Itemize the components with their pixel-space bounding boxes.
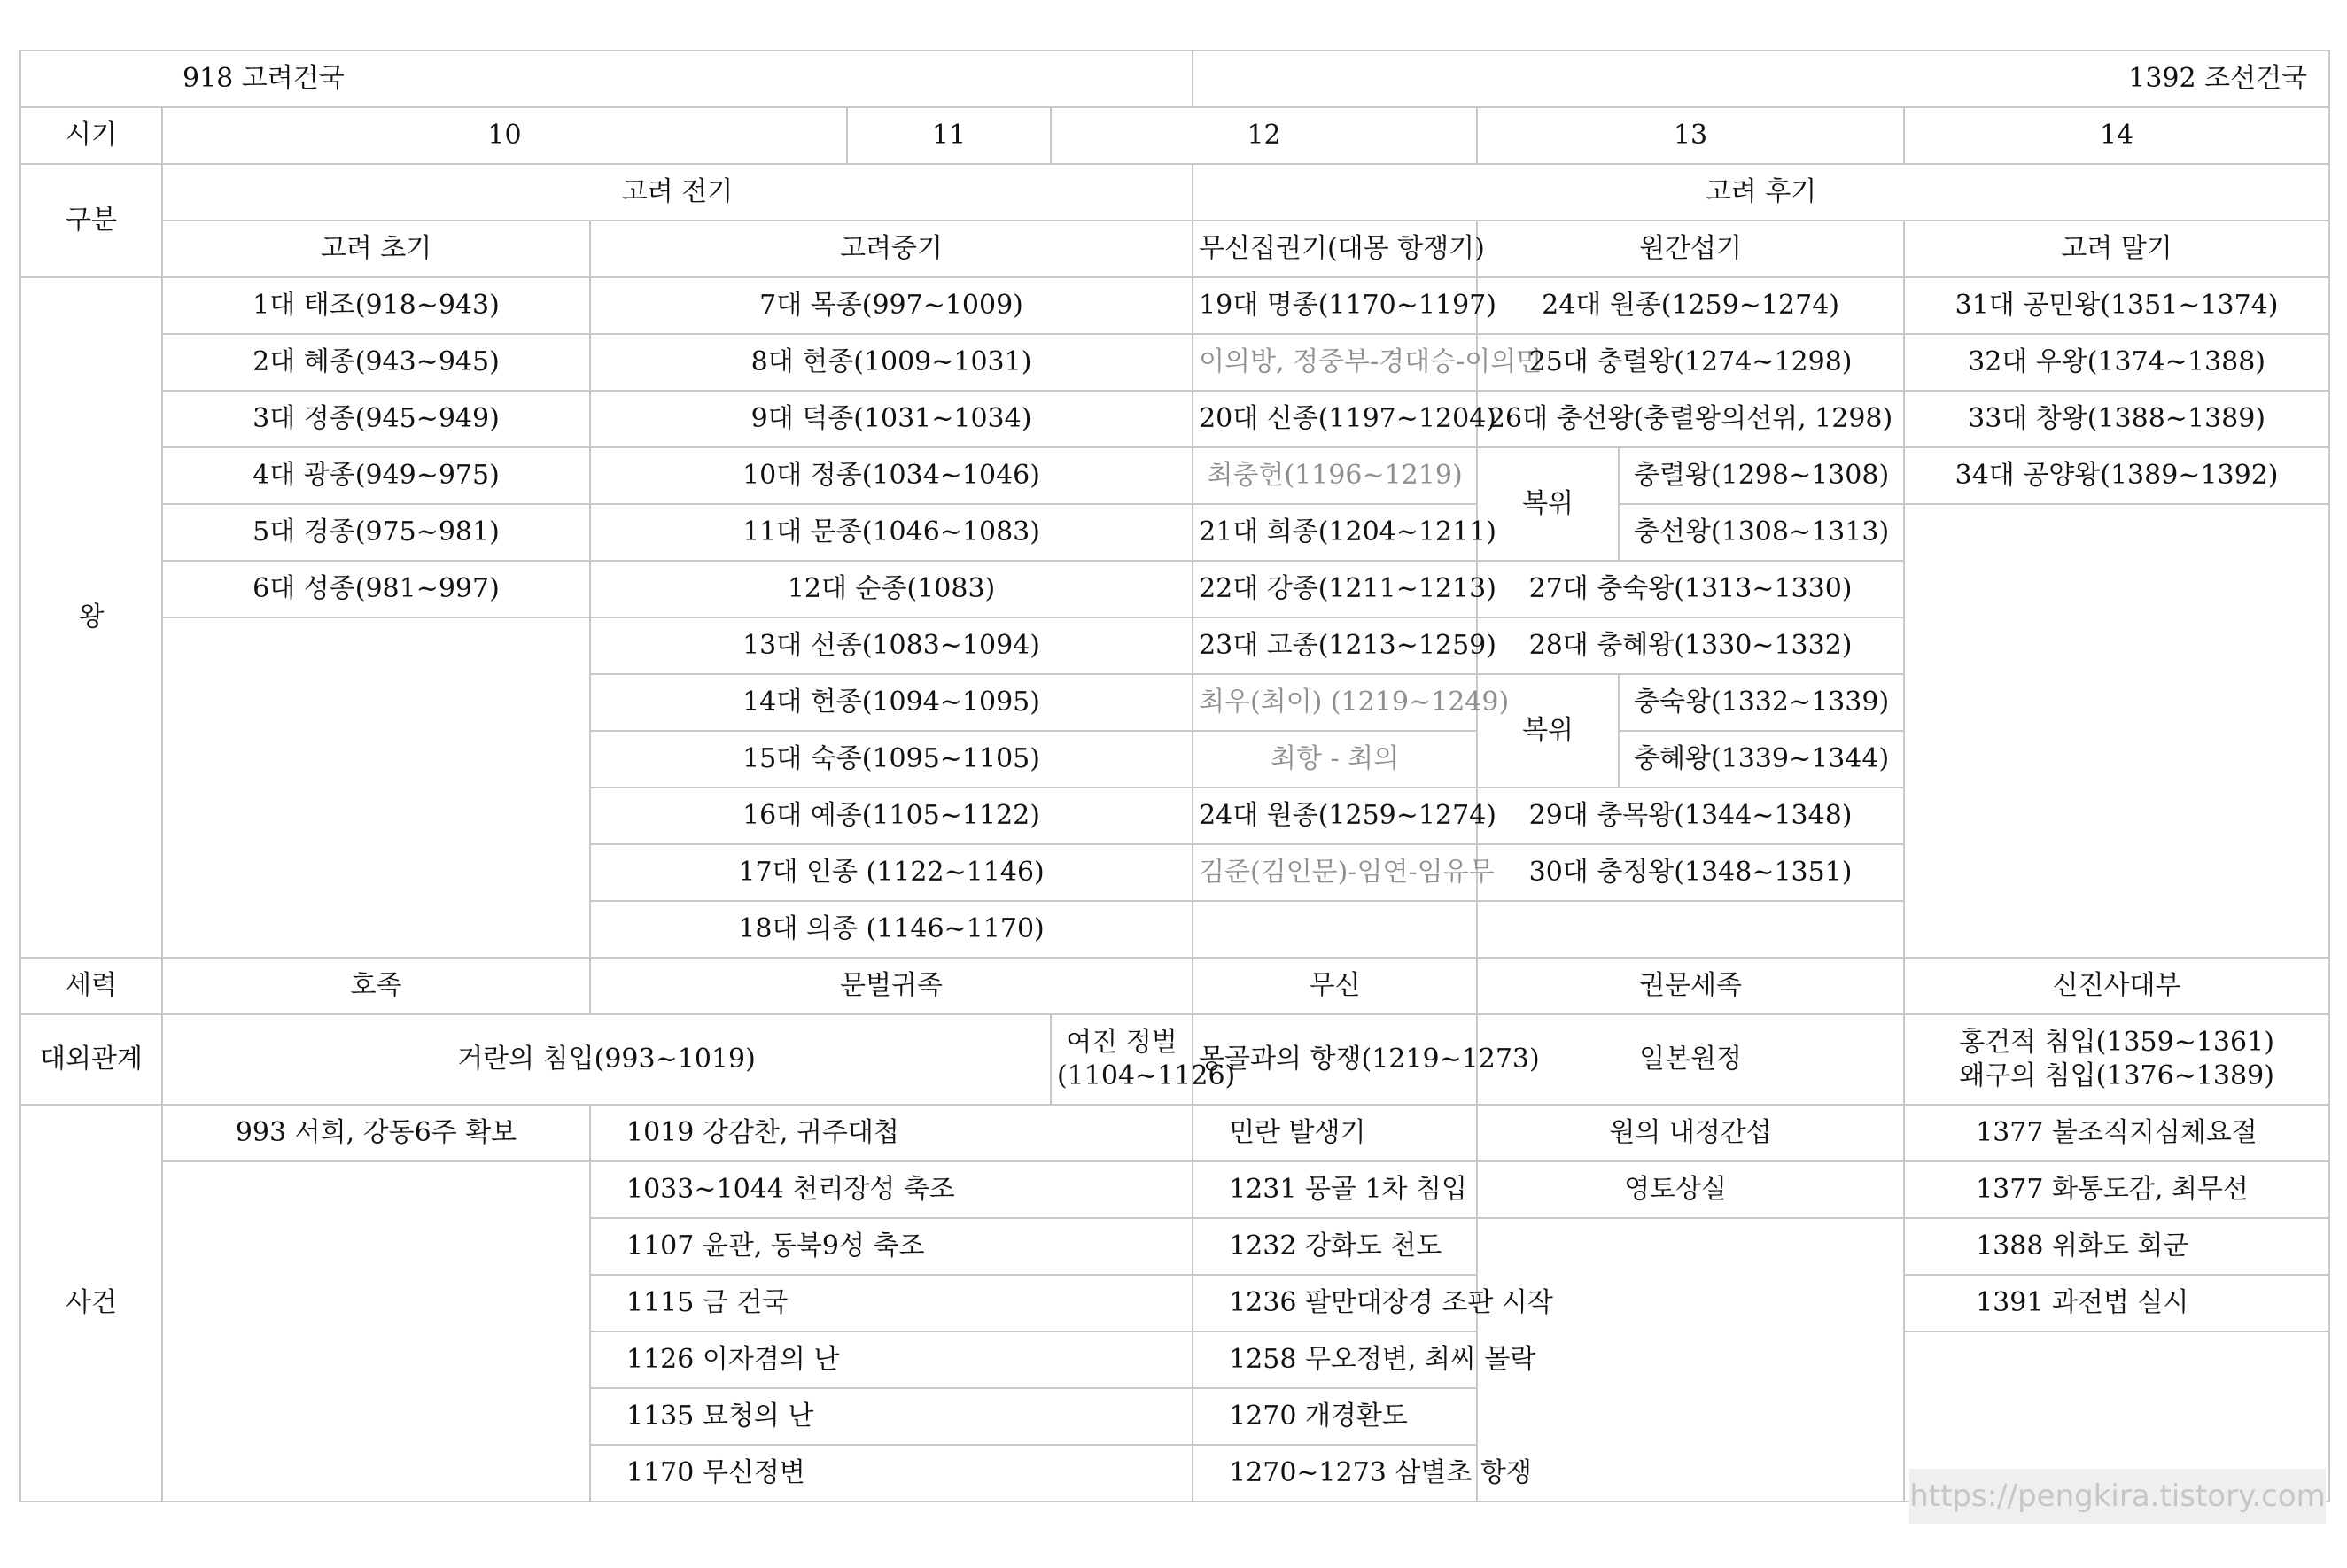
subdivision-military: 무신집권기(대몽 항쟁기) [1193, 221, 1477, 277]
event-military: 1232 강화도 천도 [1193, 1218, 1477, 1275]
foreign-japan: 일본원정 [1477, 1014, 1904, 1105]
event-military: 1270~1273 삼별초 항쟁 [1193, 1445, 1477, 1502]
foreign-late-line2: 왜구의 침입(1376~1389) [1959, 1060, 2274, 1091]
king-yuan: 30대 충정왕(1348~1351) [1477, 844, 1904, 901]
king-military: 20대 신종(1197~1204) [1193, 391, 1477, 447]
king-middle: 10대 정종(1034~1046) [590, 447, 1193, 504]
military-ruler: 이의방, 정중부-경대승-이의민 [1193, 334, 1477, 391]
king-middle: 14대 헌종(1094~1095) [590, 674, 1193, 731]
power-early: 호족 [162, 958, 590, 1014]
king-early: 2대 혜종(943~945) [162, 334, 590, 391]
king-late: 33대 창왕(1388~1389) [1904, 391, 2329, 447]
event-late: 1388 위화도 회군 [1904, 1218, 2329, 1275]
king-row [20, 391, 2329, 447]
watermark-text: https://pengkira.tistory.com [1909, 1469, 2326, 1524]
foreign-jurchen-line1: 여진 정벌 [1066, 1027, 1177, 1058]
event-late: 1377 불조직지심체요절 [1904, 1105, 2329, 1161]
division-late: 고려 후기 [1193, 164, 2329, 221]
century-12: 12 [1051, 107, 1477, 164]
event-middle: 1115 금 건국 [590, 1275, 1193, 1331]
century-row [20, 107, 2329, 164]
power-military: 무신 [1193, 958, 1477, 1014]
event-late: 1391 과전법 실시 [1904, 1275, 2329, 1331]
power-yuan: 권문세족 [1477, 958, 1904, 1014]
military-ruler: 최항 - 최의 [1193, 731, 1477, 788]
foreign-jurchen-line2: (1104~1126) [1057, 1060, 1236, 1091]
king-middle: 17대 인종 (1122~1146) [590, 844, 1193, 901]
event-row [20, 1161, 2329, 1218]
power-row [20, 958, 2329, 1014]
king-label: 왕 [20, 277, 162, 958]
king-military: 22대 강종(1211~1213) [1193, 561, 1477, 617]
founding-note: 918 고려건국 [20, 50, 1193, 107]
event-military: 1236 팔만대장경 조판 시작 [1193, 1275, 1477, 1331]
military-ruler: 김준(김인문)-임연-임유무 [1193, 844, 1477, 901]
event-middle: 1019 강감찬, 귀주대첩 [590, 1105, 1193, 1161]
king-yuan: 29대 충목왕(1344~1348) [1477, 788, 1904, 844]
foreign-jurchen [1051, 1014, 1236, 1105]
king-early: 3대 정종(945~949) [162, 391, 590, 447]
king-late: 34대 공양왕(1389~1392) [1904, 447, 2329, 504]
king-row [20, 334, 2329, 391]
division-label: 구분 [20, 164, 162, 277]
early-events-empty [162, 1161, 590, 1502]
king-yuan: 27대 충숙왕(1313~1330) [1477, 561, 1904, 617]
event-yuan: 원의 내정간섭 [1477, 1105, 1904, 1161]
subdivision-row [20, 221, 2329, 277]
goryeo-chronology-table [19, 50, 2330, 1502]
founding-row [20, 50, 2329, 107]
restore-label: 복위 [1477, 674, 1619, 788]
king-yuan: 25대 충렬왕(1274~1298) [1477, 334, 1904, 391]
king-row [20, 277, 2329, 334]
king-yuan: 충렬왕(1298~1308) [1619, 447, 1904, 504]
military-ruler: 최우(최이) (1219~1249) [1193, 674, 1477, 731]
king-row [20, 504, 2329, 561]
event-yuan: 영토상실 [1477, 1161, 1904, 1218]
event-military: 민란 발생기 [1193, 1105, 1477, 1161]
event-late: 1377 화통도감, 최무선 [1904, 1161, 2329, 1218]
foreign-label: 대외관계 [20, 1014, 162, 1105]
fall-note: 1392 조선건국 [1193, 50, 2329, 107]
foreign-late-line1: 홍건적 침입(1359~1361) [1959, 1027, 2274, 1058]
king-middle: 9대 덕종(1031~1034) [590, 391, 1193, 447]
century-11: 11 [847, 107, 1051, 164]
king-row [20, 447, 2329, 504]
king-military: 24대 원종(1259~1274) [1193, 788, 1477, 844]
subdivision-late: 고려 말기 [1904, 221, 2329, 277]
century-14: 14 [1904, 107, 2329, 164]
military-ruler: 최충헌(1196~1219) [1193, 447, 1477, 504]
event-row [20, 1105, 2329, 1161]
restore-label: 복위 [1477, 447, 1619, 561]
event-military: 1231 몽골 1차 침입 [1193, 1161, 1477, 1218]
event-middle: 1033~1044 천리장성 축조 [590, 1161, 1193, 1218]
king-yuan: 충숙왕(1332~1339) [1619, 674, 1904, 731]
yuan-events-empty [1477, 1218, 1904, 1502]
king-early: 5대 경종(975~981) [162, 504, 590, 561]
subdivision-middle: 고려중기 [590, 221, 1193, 277]
event-military: 1258 무오정변, 최씨 몰락 [1193, 1331, 1477, 1388]
event-early: 993 서희, 강동6주 확보 [162, 1105, 590, 1161]
period-label: 시기 [20, 107, 162, 164]
king-yuan: 24대 원종(1259~1274) [1477, 277, 1904, 334]
king-military: 23대 고종(1213~1259) [1193, 617, 1477, 674]
events-label: 사건 [20, 1105, 162, 1502]
military-empty [1193, 901, 1477, 958]
foreign-row [20, 1014, 2329, 1105]
event-middle: 1170 무신정변 [590, 1445, 1193, 1502]
early-empty [162, 617, 590, 958]
king-late: 32대 우왕(1374~1388) [1904, 334, 2329, 391]
king-middle: 12대 순종(1083) [590, 561, 1193, 617]
event-military: 1270 개경환도 [1193, 1388, 1477, 1445]
king-military: 19대 명종(1170~1197) [1193, 277, 1477, 334]
event-middle: 1126 이자겸의 난 [590, 1331, 1193, 1388]
king-early: 4대 광종(949~975) [162, 447, 590, 504]
king-yuan: 충혜왕(1339~1344) [1619, 731, 1904, 788]
event-middle: 1135 묘청의 난 [590, 1388, 1193, 1445]
king-yuan: 충선왕(1308~1313) [1619, 504, 1904, 561]
division-early: 고려 전기 [162, 164, 1193, 221]
king-middle: 13대 선종(1083~1094) [590, 617, 1193, 674]
king-early: 6대 성종(981~997) [162, 561, 590, 617]
power-late: 신진사대부 [1904, 958, 2329, 1014]
event-middle: 1107 윤관, 동북9성 축조 [590, 1218, 1193, 1275]
foreign-khitan: 거란의 침입(993~1019) [162, 1014, 1051, 1105]
power-middle: 문벌귀족 [590, 958, 1193, 1014]
power-label: 세력 [20, 958, 162, 1014]
king-early: 1대 태조(918~943) [162, 277, 590, 334]
king-late: 31대 공민왕(1351~1374) [1904, 277, 2329, 334]
century-13: 13 [1477, 107, 1904, 164]
king-middle: 18대 의종 (1146~1170) [590, 901, 1193, 958]
late-empty [1904, 504, 2329, 958]
subdivision-yuan: 원간섭기 [1477, 221, 1904, 277]
king-yuan: 28대 충혜왕(1330~1332) [1477, 617, 1904, 674]
yuan-empty [1477, 901, 1904, 958]
foreign-late [1904, 1014, 2329, 1105]
division-row [20, 164, 2329, 221]
king-middle: 8대 현종(1009~1031) [590, 334, 1193, 391]
king-middle: 16대 예종(1105~1122) [590, 788, 1193, 844]
king-middle: 7대 목종(997~1009) [590, 277, 1193, 334]
subdivision-early: 고려 초기 [162, 221, 590, 277]
king-middle: 15대 숙종(1095~1105) [590, 731, 1193, 788]
foreign-mongol: 몽골과의 항쟁(1219~1273) [1193, 1014, 1477, 1105]
century-10: 10 [162, 107, 847, 164]
king-middle: 11대 문종(1046~1083) [590, 504, 1193, 561]
king-yuan: 26대 충선왕(충렬왕의선위, 1298) [1477, 391, 1904, 447]
king-military: 21대 희종(1204~1211) [1193, 504, 1477, 561]
